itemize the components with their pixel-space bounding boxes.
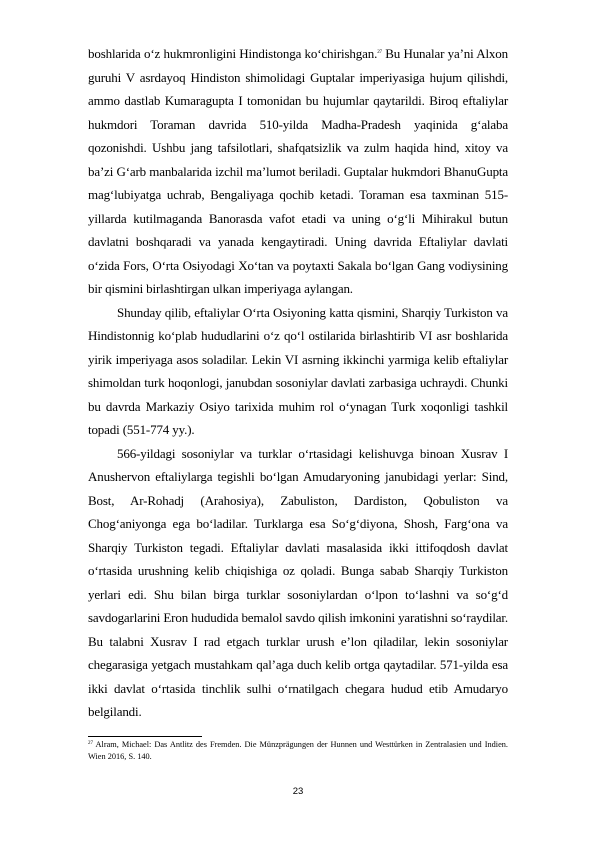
paragraph-1 <box>88 42 508 301</box>
footnote-reference[interactable]: 27 <box>377 50 382 55</box>
footnote-text: Alram, Michael: Das Antlitz des Fremden. Die Münzprägungen der Hunnen und Westtürken in Zentralasien und Indien. Wien 2016, S. 140. <box>88 740 508 761</box>
footnote <box>88 739 508 762</box>
paragraph-3: 566-yildagi sosoniylar va turklar o‘rtasidagi kelishuvga binoan Xusrav I Anushervon eftaliylarga tegishli bo‘lgan Amudaryoning janubidagi yerlar: Sind, Bost, Ar-Rohadj (Arahosiya), Zabuliston, Dardiston, Qobuliston va Chog‘aniyonga ega bo‘ladilar. Turklarga esa So‘g‘diyona, Shosh, Farg‘ona va Sharqiy Turkiston tegadi. Eftaliylar davlati masalasida ikki ittifoqdosh davlat o‘rtasida urushning kelib chiqishiga oz qoladi. Bunga sabab Sharqiy Turkiston yerlari edi. Shu bilan birga turklar sosoniylardan o‘lpon to‘lashni va so‘g‘d savdogarlarini Eron hududida bemalol savdo qilish imkonini yaratishni so‘raydilar. Bu talabni Xusrav I rad etgach turklar urush e’lon qiladilar, lekin sosoniylar chegarasiga yetgach mustahkam qal’aga duch kelib ortga qaytadilar. 571-yilda esa ikki davlat o‘rtasida tinchlik sulhi o‘rnatilgach chegara hudud etib Amudaryo belgilandi. <box>88 445 508 719</box>
footnote-divider <box>88 736 202 737</box>
paragraph-1-text-end: Bu Hunalar ya’ni Alxon guruhi V asrdayoq Hindiston shimolidagi Guptalar imperiyasiga hujum qilishdi, ammo dastlab Kumaragupta I tomonidan bu hujumlar qaytarildi. Biroq eftaliylar hukmdori Toraman davrida 510-yilda Madha-Pradesh yaqinida g‘alaba qozonishdi. Ushbu jang tafsilotlari, shafqatsizlik va zulm haqida hind, xitoy va ba’zi G‘arb manbalarida izchil ma’lumot beriladi. Guptalar hukmdori BhanuGupta mag‘lubiyatga uchrab, Bengaliyaga qochib ketadi. Toraman esa taxminan 515-yillarda kutilmaganda Banorasda vafot etadi va uning o‘g‘li Mihirakul butun davlatni boshqaradi va yanada kengaytiradi. Uning davrida Eftaliylar davlati o‘zida Fors, O‘rta Osiyodagi Xo‘tan va poytaxti Sakala bo‘lgan Gang vodiysining bir qismini birlashtirgan ulkan imperiyaga aylangan. <box>88 46 508 296</box>
document-page <box>88 42 508 797</box>
paragraph-2: Shunday qilib, eftaliylar O‘rta Osiyoning katta qismini, Sharqiy Turkiston va Hindistonnig ko‘plab hududlarini o‘z qo‘l ostilarida birlashtirib VI asr boshlarida yirik imperiyaga asos soladilar. Lekin VI asrning ikkinchi yarmiga kelib eftaliylar shimoldan turk hoqonlogi, janubdan sosoniylar davlati zarbasiga uchraydi. Chunki bu davrda Markaziy Osiyo tarixida muhim rol o‘ynagan Turk xoqonligi tashkil topadi (551-774 yy.). <box>88 304 508 437</box>
page-number: 23 <box>292 786 304 797</box>
paragraph-1-text-start: boshlarida o‘z hukmronligini Hindistonga ko‘chirishgan. <box>88 46 378 61</box>
footnote-number: 27 <box>88 741 93 746</box>
